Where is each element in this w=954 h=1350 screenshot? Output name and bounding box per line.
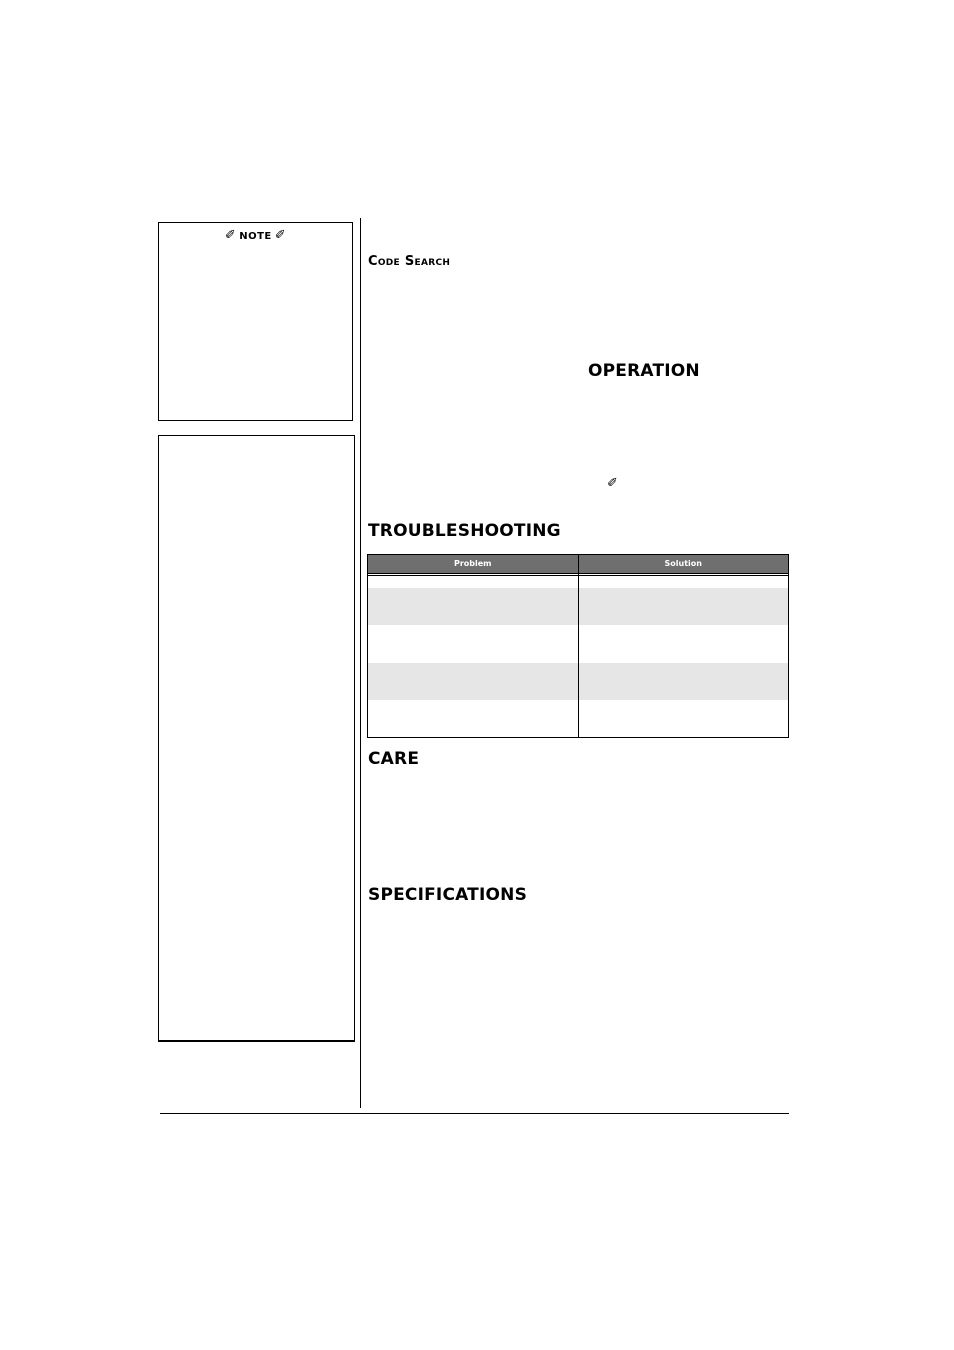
pen-check-icon: ✐ xyxy=(274,228,287,243)
column-header-solution: Solution xyxy=(664,559,702,568)
troubleshooting-heading: TROUBLESHOOTING xyxy=(368,521,561,541)
note-box xyxy=(158,222,353,421)
specifications-heading: SPECIFICATIONS xyxy=(368,885,528,905)
table-row xyxy=(368,663,788,700)
footer-rule xyxy=(160,1113,789,1114)
column-header-problem: Problem xyxy=(368,555,579,573)
table-header xyxy=(368,555,788,574)
table-row xyxy=(368,700,788,737)
table-row xyxy=(368,588,788,625)
care-heading: CARE xyxy=(368,749,420,769)
table-row xyxy=(368,625,788,663)
table-row xyxy=(368,574,788,588)
note-label: NOTE xyxy=(239,231,272,242)
operation-heading: OPERATION xyxy=(588,361,700,381)
note-title xyxy=(159,228,352,243)
sidebar-box xyxy=(158,435,355,1042)
code-search-heading: Code Search xyxy=(368,254,451,269)
pen-check-icon: ✐ xyxy=(607,476,618,491)
pen-check-icon: ✐ xyxy=(224,228,237,243)
troubleshooting-table xyxy=(367,554,789,738)
column-divider xyxy=(360,218,361,1108)
